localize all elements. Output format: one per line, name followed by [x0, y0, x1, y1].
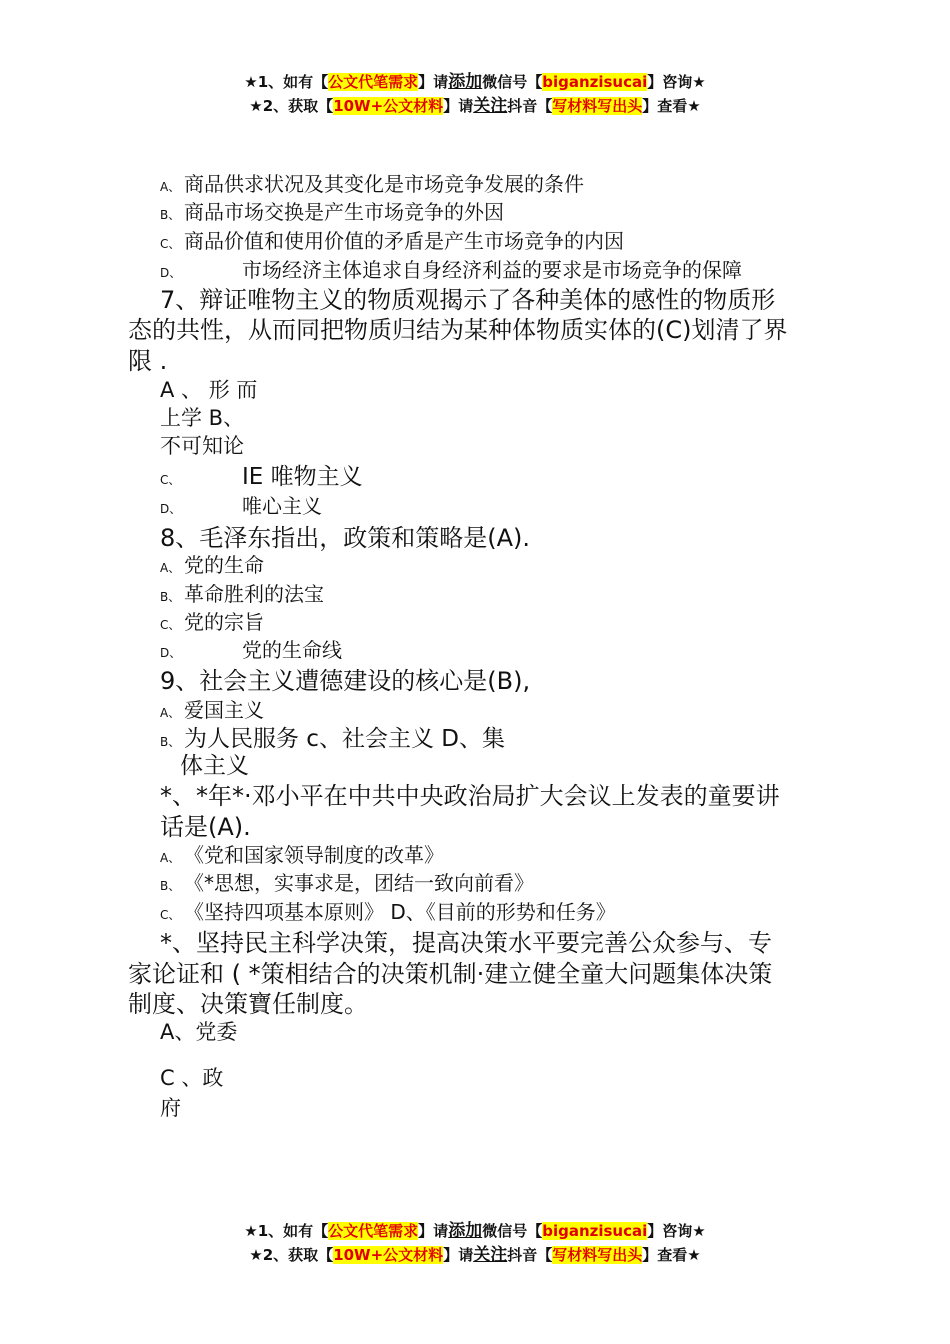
option-text: 《*思想，实事求是，团结一致向前看》	[184, 871, 534, 895]
q10-line-2: 话是(A).	[160, 813, 251, 841]
banner-text: 抖音【	[507, 97, 553, 115]
banner-text: 微信号【	[482, 73, 543, 91]
option-text: 商品市场交换是产生市场竞争的外因	[184, 200, 504, 224]
q9-option-b-cont: 体主义	[180, 753, 249, 779]
q10-option-c	[160, 898, 616, 929]
option-text: 商品价值和使用价值的矛盾是产生市场竞争的内因	[184, 229, 624, 253]
q10-line-1: *、*年*·邓小平在中共中央政治局扩大会议上发表的童要讲	[160, 782, 780, 810]
banner-text: 抖音【	[507, 1246, 553, 1264]
q8-option-a	[160, 551, 264, 582]
option-text: 商品供求状况及其变化是市场竞争发展的条件	[184, 172, 584, 196]
option-text: 市场经济主体追求自身经济利益的要求是市场竞争的保障	[242, 258, 742, 282]
banner-text: 】查看★	[642, 97, 701, 115]
banner-underline: 添加	[448, 72, 483, 92]
header-banner	[0, 70, 950, 118]
banner-text: 】查看★	[642, 1246, 701, 1264]
q8-line-1: 8、毛泽东指出，政策和策略是(A).	[160, 524, 531, 552]
q11-option-c-2: 府	[160, 1096, 181, 1120]
option-text: 《党和国家领导制度的改革》	[184, 843, 444, 867]
banner-highlight: 写材料写出头	[552, 97, 643, 115]
banner-underline: 关注	[473, 1245, 508, 1265]
q7-option-a-2: 上学 B、	[160, 406, 245, 430]
option-text: 唯心主义	[242, 494, 322, 518]
option-marker: C、	[160, 908, 181, 922]
option-marker: B、	[160, 590, 181, 604]
banner-text: 】咨询★	[647, 73, 706, 91]
option-marker: A、	[160, 851, 181, 865]
q7-option-d	[160, 492, 322, 523]
q10-option-a	[160, 841, 444, 872]
q6-option-d	[160, 256, 742, 287]
banner-text: ★2、获取【	[249, 1246, 334, 1264]
q8-option-c	[160, 608, 264, 639]
banner-text: 】请	[443, 1246, 474, 1264]
option-marker: A、	[160, 180, 181, 194]
option-text: IE 唯物主义	[242, 464, 363, 490]
option-text: 党的生命线	[242, 638, 342, 662]
q9-option-a	[160, 696, 264, 727]
option-marker: D、	[160, 502, 182, 516]
banner-text: 】咨询★	[647, 1222, 706, 1240]
option-marker: B、	[160, 208, 181, 222]
option-marker: C、	[160, 237, 181, 251]
option-text: 党的生命	[184, 553, 264, 577]
banner-highlight: 公文代笔需求	[328, 73, 419, 91]
banner-text: 微信号【	[482, 1222, 543, 1240]
q8-option-d	[160, 636, 342, 667]
option-marker: C、	[160, 473, 181, 487]
option-text: 爱国主义	[184, 698, 264, 722]
option-text: 《坚持四项基本原则》 D、《目前的形势和任务》	[184, 900, 616, 924]
option-text: 革命胜利的法宝	[184, 582, 324, 606]
option-marker: A、	[160, 561, 181, 575]
q8-option-b	[160, 580, 324, 611]
banner-line-2	[0, 94, 950, 118]
banner-text: ★1、如有【	[244, 73, 329, 91]
banner-line-1	[0, 70, 950, 94]
banner-highlight: 公文代笔需求	[328, 1222, 419, 1240]
banner-text: ★1、如有【	[244, 1222, 329, 1240]
option-text: 党的宗旨	[184, 610, 264, 634]
q9-line-1: 9、社会主义遭德建设的核心是(B),	[160, 667, 531, 695]
q11-line-1: *、坚持民主科学决策，提高决策水平要完善公众参与、专	[160, 929, 772, 957]
banner-highlight: biganzisucai	[542, 1222, 648, 1240]
q6-option-c	[160, 227, 624, 258]
q6-option-a	[160, 170, 584, 201]
q7-option-c	[160, 462, 363, 495]
q7-line-2: 态的共性，从而同把物质归结为某种体物质实体的(C)划清了界	[128, 316, 788, 344]
banner-text: ★2、获取【	[249, 97, 334, 115]
option-marker: A、	[160, 706, 181, 720]
banner-highlight: 10W+公文材料	[333, 1246, 444, 1264]
banner-highlight: 10W+公文材料	[333, 97, 444, 115]
q7-line-1: 7、辩证唯物主义的物质观揭示了各种美体的感性的物质形	[160, 286, 776, 314]
banner-highlight: 写材料写出头	[552, 1246, 643, 1264]
footer-banner	[0, 1219, 950, 1267]
banner-text: 】请	[443, 97, 474, 115]
q7-option-a-1: A 、 形 而	[160, 378, 258, 402]
option-marker: B、	[160, 735, 181, 749]
banner-line-2	[0, 1243, 950, 1267]
q11-line-2: 家论证和 ( *策相结合的决策机制·建立健全童大问题集体决策	[128, 960, 773, 988]
q7-option-b: 不可知论	[160, 434, 244, 458]
q11-line-3: 制度、决策寶任制度。	[128, 990, 368, 1018]
q6-option-b	[160, 198, 504, 229]
option-marker: D、	[160, 646, 182, 660]
banner-text: 】请	[418, 1222, 449, 1240]
option-text: 为人民服务 c、社会主义 D、集	[184, 726, 505, 752]
option-marker: D、	[160, 266, 182, 280]
banner-highlight: biganzisucai	[542, 73, 648, 91]
banner-text: 】请	[418, 73, 449, 91]
option-marker: B、	[160, 879, 181, 893]
option-marker: C、	[160, 618, 181, 632]
q10-option-b	[160, 869, 534, 900]
banner-underline: 添加	[448, 1221, 483, 1241]
q11-option-a: A、党委	[160, 1020, 238, 1044]
banner-line-1	[0, 1219, 950, 1243]
banner-underline: 关注	[473, 96, 508, 116]
q7-line-3: 限 .	[128, 347, 168, 375]
q11-option-c-1: C 、政	[160, 1066, 224, 1090]
